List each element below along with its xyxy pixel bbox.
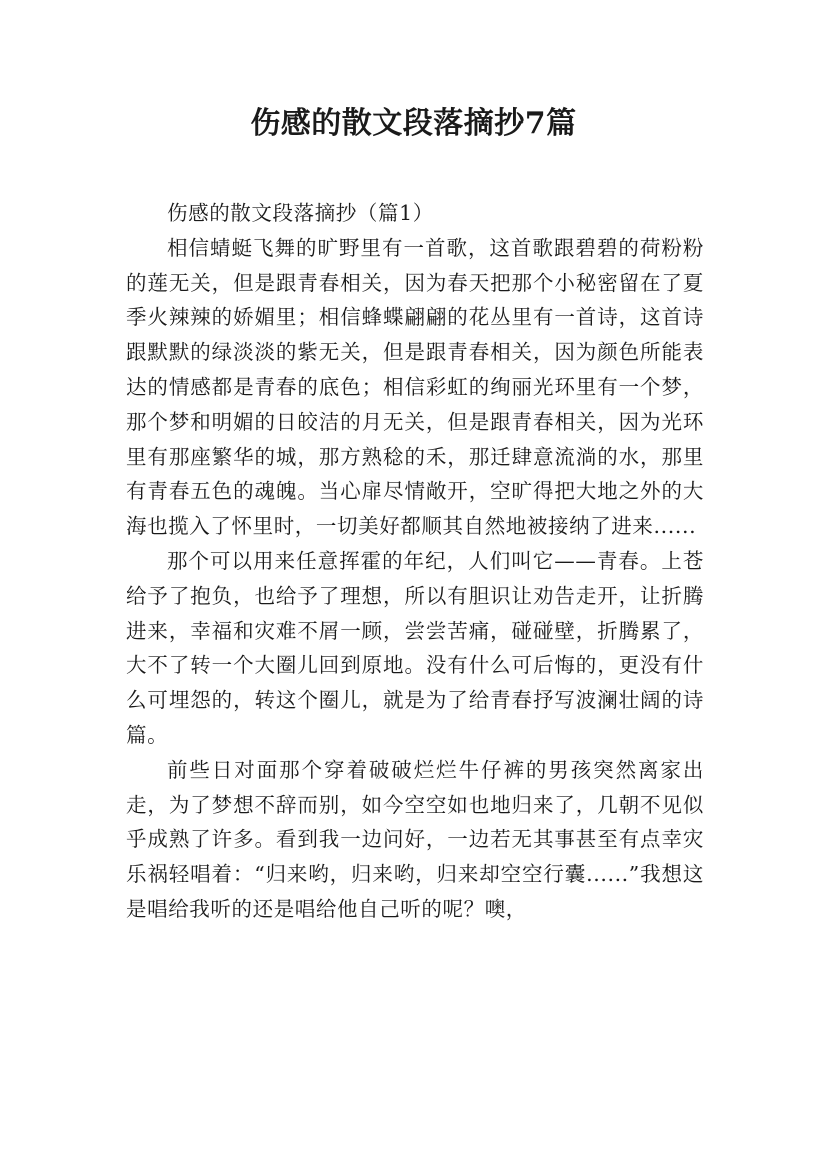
section-heading: 伤感的散文段落摘抄（篇1） [167, 201, 434, 225]
paragraph: 前些日对面那个穿着破破烂烂牛仔裤的男孩突然离家出走，为了梦想不辞而别，如今空空如也地归来了，几朝不见似乎成熟了许多。看到我一边问好，一边若无其事甚至有点幸灾乐祸轻唱着：“归来哟，归来哟，归来却空空行囊......”我想这是唱给我听的还是唱给他自己听的呢？噢， [126, 757, 704, 921]
paragraph: 相信蜻蜓飞舞的旷野里有一首歌，这首歌跟碧碧的荷粉粉的莲无关，但是跟青春相关，因为春天把那个小秘密留在了夏季火辣辣的娇媚里；相信蜂蝶翩翩的花丛里有一首诗，这首诗跟默默的绿淡淡的紫无关，但是跟青春相关，因为颜色所能表达的情感都是青春的底色；相信彩虹的绚丽光环里有一个梦，那个梦和明媚的日皎洁的月无关，但是跟青春相关，因为光环里有那座繁华的城，那方熟稔的禾，那迁肆意流淌的水，那里有青春五色的魂魄。当心扉尽情敞开，空旷得把大地之外的大海也揽入了怀里时，一切美好都顺其自然地被接纳了进来...... [126, 235, 704, 539]
document-title: 伤感的散文段落摘抄7篇 [250, 106, 577, 141]
document-body [126, 196, 704, 927]
paragraph: 那个可以用来任意挥霍的年纪，人们叫它——青春。上苍给予了抱负，也给予了理想，所以有胆识让劝告走开，让折腾进来，幸福和灾难不屑一顾，尝尝苦痛，碰碰壁，折腾累了，大不了转一个大圈儿回到原地。没有什么可后悔的，更没有什么可埋怨的，转这个圈儿，就是为了给青春抒写波澜壮阔的诗篇。 [126, 548, 704, 747]
